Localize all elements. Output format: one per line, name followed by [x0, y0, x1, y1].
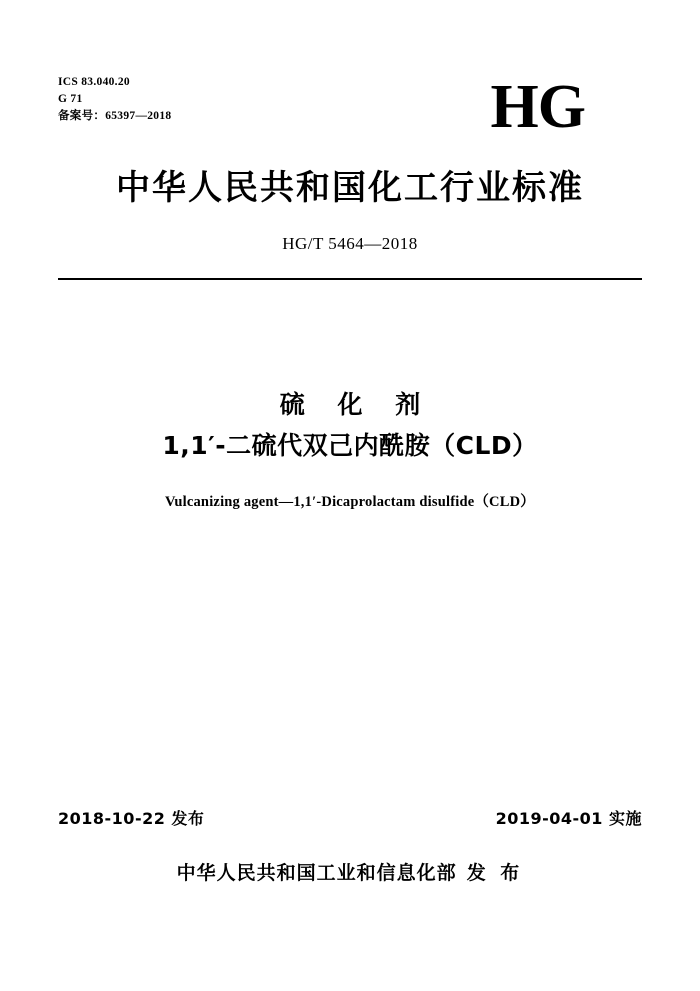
ics-block — [58, 74, 171, 125]
subject-title-english: Vulcanizing agent—1,1′-Dicaprolactam disulfide（CLD） — [165, 494, 535, 510]
subject-title-line1: 硫 化 剂 — [279, 390, 433, 419]
issue-date: 2018-10-22 发布 — [58, 809, 205, 828]
hg-logo: HG — [490, 73, 585, 141]
subject-title-line2: 1,1′-二硫代双己内酰胺（CLD） — [162, 431, 538, 460]
publish-label: 发 布 — [466, 862, 524, 884]
standard-title: 中华人民共和国化工行业标准 — [116, 168, 584, 208]
horizontal-rule — [58, 278, 642, 280]
dates-row — [58, 806, 642, 829]
issuer-row — [0, 858, 700, 885]
issuer-name: 中华人民共和国工业和信息化部 — [176, 862, 457, 884]
classification-code: G 71 — [58, 93, 83, 105]
standard-number: HG/T 5464—2018 — [282, 234, 418, 253]
record-number: 备案号：65397—2018 — [58, 110, 172, 122]
subject-block — [0, 388, 700, 511]
ics-code: ICS 83.040.20 — [58, 76, 130, 88]
effective-date: 2019-04-01 实施 — [495, 809, 642, 828]
